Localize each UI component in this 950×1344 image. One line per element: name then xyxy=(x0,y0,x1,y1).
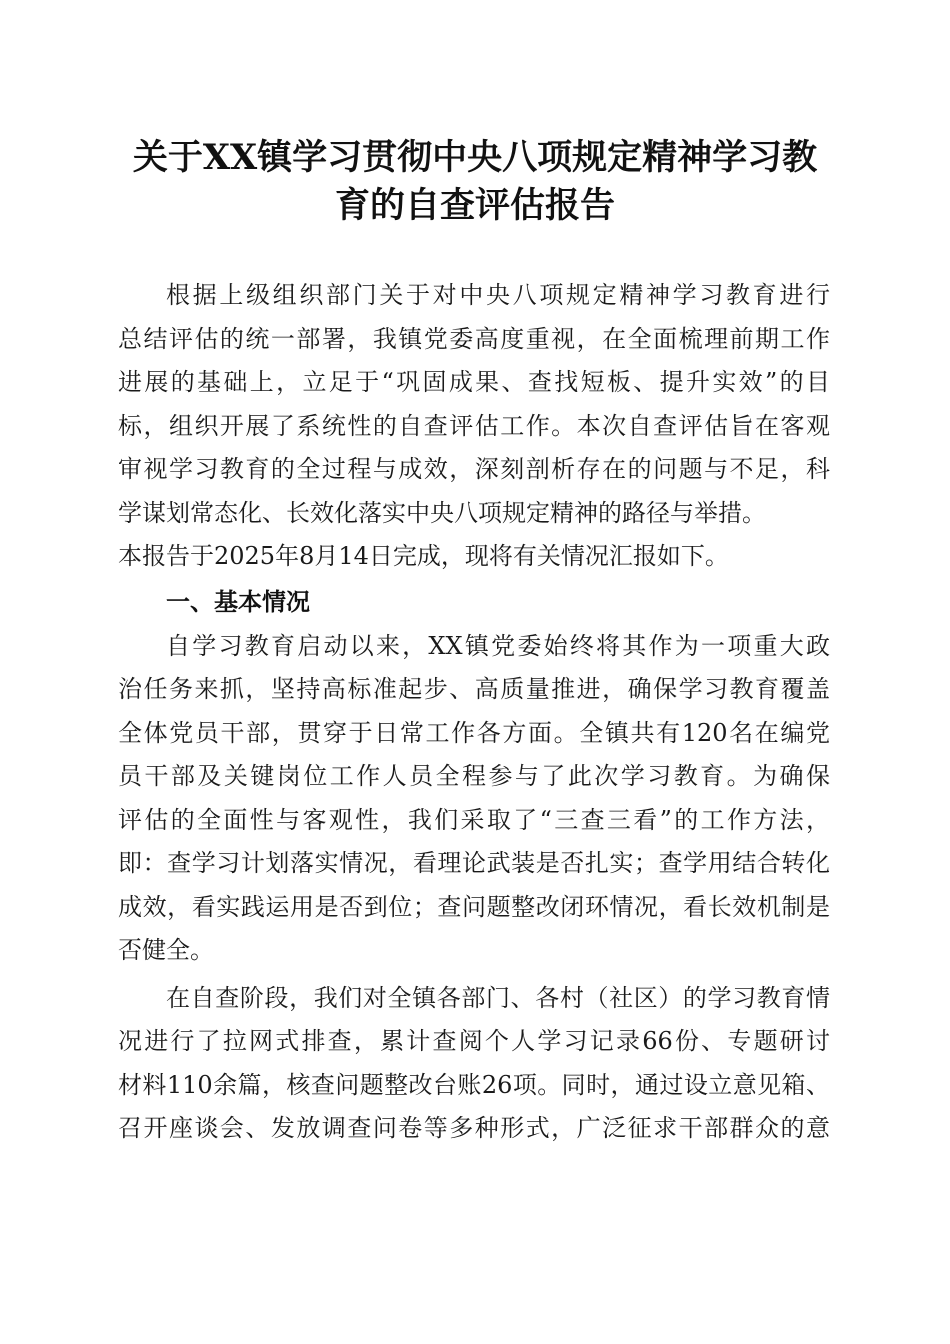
text-line: 在自查阶段，我们对全镇各部门、各村（社区）的学习教育情 xyxy=(166,983,830,1012)
title-line-1: 关于XX镇学习贯彻中央八项规定精神学习教 xyxy=(132,137,818,178)
section1-paragraph-1 xyxy=(118,625,830,973)
text-line: 进展的基础上，立足于“巩固成果、查找短板、提升实效”的目 xyxy=(118,368,830,396)
document-body xyxy=(118,274,830,1151)
text-line: 自学习教育启动以来，XX镇党委始终将其作为一项重大政 xyxy=(166,631,830,660)
text-line: 员干部及关键岗位工作人员全程参与了此次学习教育。为确保 xyxy=(118,762,830,790)
text-line: 标，组织开展了系统性的自查评估工作。本次自查评估旨在客观 xyxy=(118,411,830,440)
text-line: 根据上级组织部门关于对中央八项规定精神学习教育进行 xyxy=(166,281,830,309)
text-line: 审视学习教育的全过程与成效，深刻剖析存在的问题与不足，科 xyxy=(118,455,830,483)
document-title xyxy=(100,134,850,230)
text-line: 即：查学习计划落实情况，看理论武装是否扎实；查学用结合转化 xyxy=(118,849,830,877)
text-line: 否健全。 xyxy=(118,936,214,964)
section1-paragraph-2 xyxy=(118,977,830,1151)
text-line: 学谋划常态化、长效化落实中央八项规定精神的路径与举措。 xyxy=(118,498,766,527)
text-line: 治任务来抓，坚持高标准起步、高质量推进，确保学习教育覆盖 xyxy=(118,675,830,703)
text-line: 本报告于2025年8月14日完成，现将有关情况汇报如下。 xyxy=(118,542,729,570)
intro-paragraph xyxy=(118,274,830,579)
section-heading-basic: 一、基本情况 xyxy=(166,587,310,616)
text-line: 成效，看实践运用是否到位；查问题整改闭环情况，看长效机制是 xyxy=(118,892,830,921)
title-line-2: 育的自查评估报告 xyxy=(334,185,615,226)
text-line: 评估的全面性与客观性，我们采取了“三查三看”的工作方法， xyxy=(118,805,830,834)
text-line: 召开座谈会、发放调查问卷等多种形式，广泛征求干部群众的意 xyxy=(118,1114,830,1142)
text-line: 全体党员干部，贯穿于日常工作各方面。全镇共有120名在编党 xyxy=(118,718,830,747)
text-line: 材料110余篇，核查问题整改台账26项。同时，通过设立意见箱、 xyxy=(118,1070,830,1099)
text-line: 总结评估的统一部署，我镇党委高度重视，在全面梳理前期工作 xyxy=(118,324,830,353)
text-line: 况进行了拉网式排查，累计查阅个人学习记录66份、专题研讨 xyxy=(118,1027,830,1055)
